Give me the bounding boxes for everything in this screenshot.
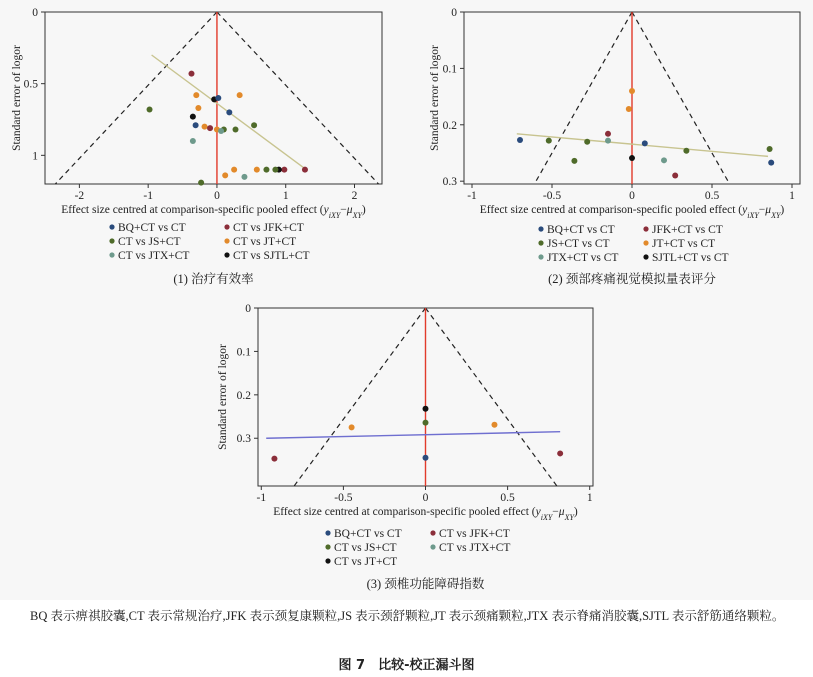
x-tick-label: 1 (586, 492, 593, 504)
funnel-right-limit (632, 12, 728, 181)
data-point-jfk (271, 456, 277, 462)
y-axis-label: Standard error of logor (11, 45, 23, 151)
x-tick-label: 0.5 (500, 492, 515, 504)
data-point-js (198, 180, 204, 186)
legend-marker-jt (224, 238, 229, 243)
data-point-jtx (190, 138, 196, 144)
y-tick-label: 0.5 (23, 78, 38, 91)
data-point-js (767, 146, 773, 152)
y-tick-label: 0.2 (442, 119, 457, 132)
data-point-bq (517, 137, 523, 143)
data-point-jt (202, 124, 208, 130)
legend-marker-bq (538, 226, 543, 231)
data-point-jt (193, 92, 199, 98)
legend-marker-sjtl (224, 252, 229, 257)
data-point-jfk (207, 125, 213, 131)
data-point-js (683, 148, 689, 154)
x-tick-label: -0.5 (334, 492, 353, 504)
data-point-bq (215, 95, 221, 101)
legend-marker-sjtl (325, 558, 330, 563)
legend-label: CT vs JFK+CT (233, 222, 304, 234)
y-tick-label: 1 (32, 150, 38, 163)
legend-label: JTX+CT vs CT (547, 252, 619, 264)
panel-caption: (2) 颈部疼痛视觉模拟量表评分 (548, 272, 716, 286)
figure-title: 图 7 比较-校正漏斗图 (338, 658, 475, 673)
x-tick-label: -1 (256, 492, 267, 504)
data-point-jt (254, 167, 260, 173)
legend-label: CT vs JFK+CT (439, 528, 510, 540)
y-tick-label: 0 (32, 7, 38, 19)
legend-marker-jfk (224, 224, 229, 229)
data-point-jtx (218, 128, 224, 134)
data-point-jt (231, 167, 237, 173)
y-tick-label: 0.1 (442, 63, 457, 76)
data-point-js (546, 138, 552, 144)
data-point-jfk (605, 131, 611, 137)
legend-marker-jtx (538, 254, 543, 259)
data-point-js (233, 127, 239, 133)
y-axis-label: Standard error of logor (217, 344, 229, 450)
data-point-bq (226, 109, 232, 115)
data-point-jfk (557, 450, 563, 456)
funnel-right-limit (217, 12, 379, 184)
data-point-bq (642, 140, 648, 146)
funnel-panel-1 (11, 7, 382, 286)
x-axis-label: Effect size centred at comparison-specific pooled effect $(y_{iXY}-\mu_{XY})$ (479, 204, 785, 220)
data-point-jtx (241, 174, 247, 180)
data-point-jt (237, 92, 243, 98)
x-tick-label: 0 (629, 190, 635, 202)
data-point-js (263, 167, 269, 173)
legend-label: CT vs JT+CT (334, 556, 398, 568)
legend-label: CT vs JT+CT (233, 236, 297, 248)
x-tick-label: 0 (422, 492, 429, 504)
data-point-jt (626, 106, 632, 112)
panel-caption: (1) 治疗有效率 (173, 272, 254, 286)
legend-label: CT vs JS+CT (118, 236, 181, 248)
x-tick-label: 0 (214, 190, 220, 202)
legend-marker-js (325, 544, 330, 549)
data-point-js (272, 167, 278, 173)
legend-label: JFK+CT vs CT (652, 224, 723, 236)
legend-marker-jt (643, 240, 648, 245)
legend-marker-jfk (643, 226, 648, 231)
x-tick-label: -0.5 (542, 190, 562, 202)
legend-label: CT vs JTX+CT (439, 542, 511, 554)
x-axis-label: Effect size centred at comparison-specific pooled effect $(y_{iXY}-\mu_{XY})$ (61, 204, 366, 220)
y-axis-label: Standard error of logor (429, 45, 441, 151)
legend-marker-js (538, 240, 543, 245)
x-tick-label: -2 (74, 190, 85, 202)
legend-label: SJTL+CT vs CT (652, 252, 729, 264)
legend-marker-jtx (430, 544, 435, 549)
data-point-jfk (188, 71, 194, 77)
funnel-right-limit (426, 308, 557, 486)
data-point-sjtl (423, 406, 429, 412)
x-tick-label: -1 (467, 190, 477, 202)
x-tick-label: 2 (351, 190, 358, 202)
x-tick-label: 0.5 (704, 190, 720, 202)
data-point-jt (349, 424, 355, 430)
legend-label: CT vs SJTL+CT (233, 250, 310, 262)
data-point-jtx (661, 157, 667, 163)
x-tick-label: 1 (282, 190, 289, 202)
data-point-js (423, 420, 429, 426)
funnel-left-limit (536, 12, 632, 181)
data-point-jt (222, 172, 228, 178)
data-point-js (251, 122, 257, 128)
legend-label: BQ+CT vs CT (334, 528, 402, 540)
y-tick-label: 0.1 (236, 346, 251, 359)
y-tick-label: 0 (451, 7, 457, 19)
data-point-bq (768, 160, 774, 166)
legend-marker-jfk (430, 530, 435, 535)
legend-marker-sjtl (643, 254, 648, 259)
y-tick-label: 0.3 (236, 433, 251, 446)
data-point-sjtl (629, 155, 635, 161)
data-point-jtx (605, 138, 611, 144)
regression-line (266, 432, 560, 439)
y-tick-label: 0 (245, 303, 251, 315)
data-point-jfk (672, 173, 678, 179)
y-tick-label: 0.2 (236, 389, 251, 402)
legend-marker-js (109, 238, 114, 243)
data-point-jt (195, 105, 201, 111)
data-point-jt (491, 422, 497, 428)
data-point-sjtl (190, 114, 196, 120)
x-axis-label: Effect size centred at comparison-specific pooled effect $(y_{iXY}-\mu_{XY})$ (273, 506, 578, 522)
legend-marker-bq (325, 530, 330, 535)
data-point-js (584, 139, 590, 145)
funnel-panel-2 (429, 7, 800, 286)
legend-label: BQ+CT vs CT (547, 224, 615, 236)
data-point-bq (193, 122, 199, 128)
legend-label: BQ+CT vs CT (118, 222, 186, 234)
data-point-js (571, 158, 577, 164)
legend-marker-bq (109, 224, 114, 229)
funnel-panel-3 (217, 303, 593, 591)
data-point-jfk (281, 167, 287, 173)
x-tick-label: 1 (789, 190, 795, 202)
panel-caption: (3) 颈椎功能障碍指数 (366, 577, 485, 591)
data-point-bq (423, 455, 429, 461)
figure-note: BQ 表示痹祺胶囊,CT 表示常规治疗,JFK 表示颈复康颗粒,JS 表示颈舒颗粒,JT 表示颈痛颗粒,JTX 表示脊痛消胶囊,SJTL 表示舒筋通络颗粒。 (30, 609, 785, 623)
legend-label: CT vs JS+CT (334, 542, 397, 554)
y-tick-label: 0.3 (442, 176, 457, 189)
legend-marker-jtx (109, 252, 114, 257)
legend-label: JS+CT vs CT (547, 238, 610, 250)
data-point-jfk (302, 167, 308, 173)
legend-label: JT+CT vs CT (652, 238, 716, 250)
legend-label: CT vs JTX+CT (118, 250, 190, 262)
funnel-left-limit (294, 308, 425, 486)
funnel-left-limit (55, 12, 217, 184)
data-point-js (147, 106, 153, 112)
x-tick-label: -1 (143, 190, 153, 202)
data-point-jt (629, 88, 635, 94)
